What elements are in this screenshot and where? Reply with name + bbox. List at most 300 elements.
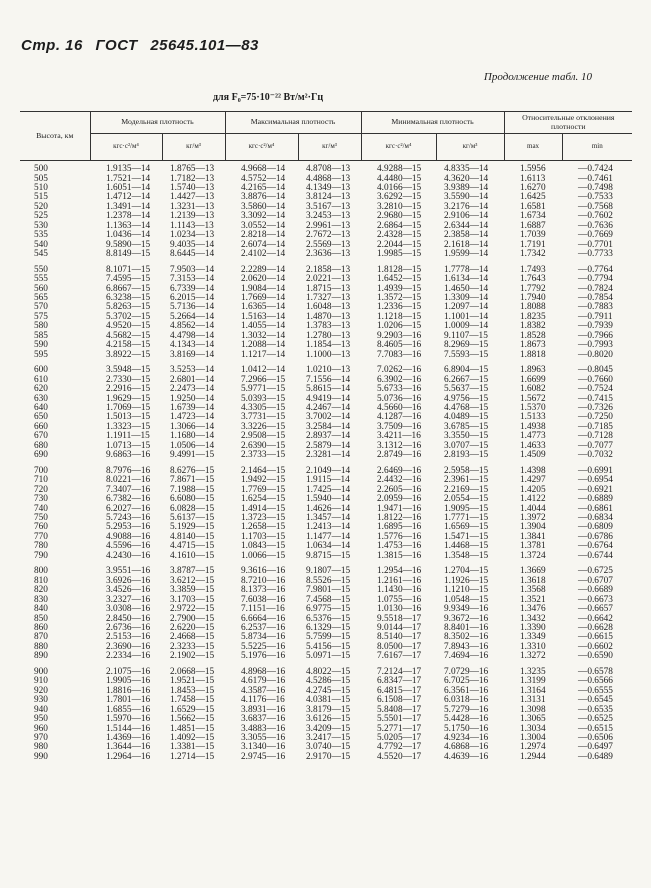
value-cell: 5.6733—16: [377, 384, 422, 395]
value-cell: 3.2810—15: [377, 201, 422, 212]
value-cell: 1.1477—14: [306, 531, 351, 542]
value-cell: —0.6834: [578, 512, 613, 523]
value-cell: 1.3381—15: [170, 742, 215, 753]
value-cell: 6.3902—16: [377, 374, 422, 385]
value-cell: 6.9775—15: [306, 604, 351, 615]
value-cell: 1.1210—15: [444, 585, 489, 596]
value-cell: 2.7672—13: [306, 230, 351, 241]
value-cell: 6.6664—16: [241, 613, 286, 624]
value-cell: 1.2139—13: [170, 211, 215, 222]
value-cell: 1.8235: [520, 311, 546, 322]
value-cell: 4.3587—16: [241, 685, 286, 696]
value-cell: 1.3572—15: [377, 293, 422, 304]
value-cell: 1.7771—15: [444, 512, 489, 523]
value-cell: 2.2605—16: [377, 484, 422, 495]
value-cell: 1.4509: [520, 450, 546, 461]
value-cell: 1.3004: [520, 732, 546, 743]
value-cell: 1.4468—15: [444, 541, 489, 552]
value-cell: 1.9629—15: [106, 393, 151, 404]
height-cell: 970: [34, 732, 48, 743]
value-cell: 1.8715—13: [306, 283, 351, 294]
value-cell: 1.9599—14: [444, 249, 489, 260]
value-cell: 5.9771—15: [241, 384, 286, 395]
value-cell: —0.6602: [578, 641, 613, 652]
value-cell: 9.6863—16: [106, 450, 151, 461]
value-cell: 6.7025—16: [444, 676, 489, 687]
value-cell: 1.0713—15: [106, 440, 151, 451]
value-cell: 1.7069—15: [106, 403, 151, 413]
value-cell: 1.6855—16: [106, 704, 151, 715]
value-cell: 1.6425: [520, 192, 546, 203]
value-cell: 8.3502—16: [444, 632, 489, 643]
value-cell: 1.3618: [520, 575, 546, 586]
gost-label: ГОСТ: [95, 37, 138, 54]
value-cell: 4.2165—14: [241, 183, 286, 194]
value-cell: 3.4883—16: [241, 723, 286, 734]
value-cell: 1.3323—15: [106, 421, 151, 432]
value-cell: 2.1464—15: [241, 465, 286, 476]
value-cell: 1.6365—14: [241, 302, 286, 313]
value-cell: 3.6785—15: [444, 421, 489, 432]
value-cell: 4.6179—16: [241, 676, 286, 687]
value-cell: 1.3644—16: [106, 742, 151, 753]
height-cell: 780: [34, 541, 48, 552]
value-cell: 7.0729—16: [444, 666, 489, 677]
height-cell: 540: [34, 239, 48, 250]
value-cell: 1.4939—15: [377, 283, 422, 294]
value-cell: —0.7883: [578, 302, 613, 313]
value-cell: 3.1703—15: [170, 594, 215, 605]
value-cell: 1.1854—13: [306, 340, 351, 351]
value-cell: 2.2044—15: [377, 239, 422, 250]
value-cell: 5.2664—14: [170, 311, 215, 322]
value-cell: 6.2027—16: [106, 503, 151, 514]
value-cell: 1.8088: [520, 302, 546, 313]
value-cell: —0.6689: [578, 585, 613, 596]
value-cell: 1.2964—16: [106, 751, 151, 762]
value-cell: 1.3724: [520, 550, 546, 561]
value-cell: 4.8022—15: [306, 666, 351, 677]
value-cell: —0.7701: [578, 239, 613, 250]
value-cell: —0.6615: [578, 632, 613, 643]
height-cell: 960: [34, 723, 48, 734]
value-cell: 1.2780—13: [306, 330, 351, 341]
value-cell: 7.1988—15: [170, 484, 215, 495]
value-cell: 1.7669—14: [241, 293, 286, 304]
value-cell: 2.8937—14: [306, 431, 351, 442]
value-cell: 1.5740—13: [170, 183, 215, 194]
value-cell: 4.4868—13: [306, 173, 351, 184]
value-cell: 4.8562—14: [170, 321, 215, 332]
value-cell: 1.5970—16: [106, 714, 151, 725]
height-cell: 840: [34, 604, 48, 615]
value-cell: 6.6080—15: [170, 494, 215, 505]
value-cell: 1.9905—16: [106, 676, 151, 687]
height-cell: 770: [34, 531, 48, 542]
value-cell: 3.5253—14: [170, 365, 215, 376]
value-cell: 3.4211—16: [377, 431, 421, 442]
value-cell: 1.6739—14: [170, 403, 215, 413]
value-cell: 1.4712—14: [106, 192, 151, 203]
value-cell: 1.7792: [520, 283, 546, 294]
value-cell: 2.4102—14: [241, 249, 286, 260]
value-cell: 2.6864—15: [377, 220, 422, 231]
value-cell: —0.7250: [578, 412, 613, 423]
value-cell: 1.4398: [520, 465, 546, 476]
value-cell: —0.6642: [578, 613, 613, 624]
value-cell: 3.5590—14: [444, 192, 489, 203]
value-cell: 3.7002—14: [306, 412, 351, 423]
value-cell: 1.6134—14: [444, 274, 489, 285]
value-cell: 4.8708—13: [306, 164, 351, 175]
height-cell: 535: [34, 230, 48, 241]
value-cell: 2.6390—15: [241, 440, 286, 451]
value-cell: 2.3858—14: [444, 230, 489, 241]
value-cell: 1.4055—14: [241, 321, 286, 332]
value-cell: 1.3669: [520, 566, 546, 577]
value-cell: 1.6699: [520, 374, 546, 385]
value-cell: 1.9135—14: [106, 164, 151, 175]
density-table: [20, 111, 632, 762]
height-cell: 525: [34, 211, 48, 222]
value-cell: 2.4432—16: [377, 475, 422, 486]
value-cell: 3.3226—15: [241, 421, 286, 432]
value-cell: 3.8787—15: [170, 566, 215, 577]
value-cell: 1.3432: [520, 613, 546, 624]
table-body: [20, 161, 632, 763]
value-cell: 1.5672: [520, 393, 546, 404]
value-cell: 3.8169—14: [170, 349, 215, 360]
value-cell: 9.0144—17: [377, 622, 422, 633]
value-cell: —0.7939: [578, 321, 613, 332]
value-cell: 5.2771—17: [377, 723, 422, 734]
value-cell: 1.2658—15: [241, 522, 286, 533]
height-cell: 910: [34, 676, 48, 687]
value-cell: —0.8020: [578, 349, 613, 360]
value-cell: 1.5940—14: [306, 494, 351, 505]
value-cell: 3.1340—16: [241, 742, 286, 753]
value-cell: 5.0205—17: [377, 732, 422, 743]
value-cell: —0.7461: [578, 173, 613, 184]
value-cell: —0.6535: [578, 704, 613, 715]
value-cell: 1.3309—14: [444, 293, 489, 304]
value-cell: 8.5526—15: [306, 575, 351, 586]
value-cell: 3.4209—15: [306, 723, 351, 734]
value-cell: 7.9503—14: [170, 264, 215, 275]
value-cell: 3.1312—16: [377, 440, 422, 451]
value-cell: —0.7524: [578, 384, 613, 395]
unit-max-kgs: кгс·с²/м⁴: [225, 134, 298, 161]
value-cell: —0.7568: [578, 201, 613, 212]
height-cell: 760: [34, 522, 48, 533]
value-cell: 1.3815—16: [377, 550, 422, 561]
value-cell: 1.7778—14: [444, 264, 489, 275]
value-cell: 3.2584—14: [306, 421, 351, 432]
value-cell: 2.1618—14: [444, 239, 489, 250]
value-cell: 3.4526—16: [106, 585, 151, 596]
value-cell: 1.3032—14: [241, 330, 286, 341]
value-cell: 3.6926—16: [106, 575, 151, 586]
height-cell: 640: [34, 403, 48, 413]
value-cell: 1.7425—14: [306, 484, 351, 495]
value-cell: 1.3310: [520, 641, 546, 652]
gost-number: 25645.101—83: [150, 37, 259, 54]
height-cell: 650: [34, 412, 48, 423]
value-cell: —0.7424: [578, 164, 613, 175]
value-cell: 1.0130—16: [377, 604, 422, 615]
unit-model-kg: кг/м³: [162, 134, 225, 161]
height-cell: 930: [34, 695, 48, 706]
value-cell: 3.0740—15: [306, 742, 351, 753]
value-cell: 1.5956: [520, 164, 546, 175]
value-cell: 3.6292—15: [377, 192, 422, 203]
value-cell: 8.6445—14: [170, 249, 215, 260]
height-cell: 730: [34, 494, 48, 505]
value-cell: 3.6212—15: [170, 575, 215, 586]
value-cell: 1.9985—15: [377, 249, 422, 260]
value-cell: 1.5776—16: [377, 531, 422, 542]
value-cell: 2.2169—15: [444, 484, 489, 495]
value-cell: 2.0221—13: [306, 274, 351, 285]
value-cell: 1.2714—15: [170, 751, 215, 762]
value-cell: 9.9349—16: [444, 604, 489, 615]
height-cell: 630: [34, 393, 48, 404]
value-cell: 1.6051—14: [106, 183, 151, 194]
value-cell: 2.5153—16: [106, 632, 151, 643]
value-cell: 1.3131: [520, 695, 546, 706]
value-cell: 1.4851—15: [170, 723, 215, 734]
value-cell: 4.5660—16: [377, 403, 422, 413]
value-cell: 4.5596—16: [106, 541, 151, 552]
value-cell: 1.1926—15: [444, 575, 489, 586]
value-cell: 1.4938: [520, 421, 546, 432]
unit-rel-max: max: [504, 134, 562, 161]
value-cell: 3.0552—14: [241, 220, 286, 231]
value-cell: 5.6137—15: [170, 512, 215, 523]
value-cell: 4.2467—14: [306, 403, 351, 413]
value-cell: 2.7330—15: [106, 374, 151, 385]
value-cell: 4.2745—15: [306, 685, 351, 696]
height-cell: 750: [34, 512, 48, 523]
table-row: [20, 753, 632, 762]
value-cell: 8.1373—16: [241, 585, 286, 596]
table-row: [20, 250, 632, 259]
value-cell: 1.3491—14: [106, 201, 151, 212]
value-cell: 1.0548—15: [444, 594, 489, 605]
value-cell: 1.4773: [520, 431, 546, 442]
value-cell: 2.2334—16: [106, 651, 151, 662]
value-cell: 3.3055—16: [241, 732, 286, 743]
value-cell: 1.5144—16: [106, 723, 151, 734]
value-cell: 7.9801—15: [306, 585, 351, 596]
height-cell: 700: [34, 465, 48, 476]
value-cell: 5.4428—16: [444, 714, 489, 725]
value-cell: 1.2097—14: [444, 302, 489, 313]
height-cell: 980: [34, 742, 48, 753]
value-cell: 2.3281—14: [306, 450, 351, 461]
value-cell: —0.7077: [578, 440, 613, 451]
value-cell: 1.6082: [520, 384, 546, 395]
value-cell: 3.8922—15: [106, 349, 151, 360]
value-cell: 1.3783—13: [306, 321, 351, 332]
value-cell: 5.8263—15: [106, 302, 151, 313]
value-cell: —0.7911: [578, 311, 613, 322]
value-cell: 1.0066—15: [241, 550, 286, 561]
value-cell: 8.2969—15: [444, 340, 489, 351]
value-cell: —0.7326: [578, 403, 613, 413]
value-cell: 2.2289—14: [241, 264, 286, 275]
value-cell: 4.7792—17: [377, 742, 422, 753]
value-cell: 4.1343—14: [170, 340, 215, 351]
table-row: [20, 161, 632, 175]
value-cell: 5.8408—17: [377, 704, 422, 715]
value-cell: 5.7279—16: [444, 704, 489, 715]
value-cell: 1.2161—16: [377, 575, 422, 586]
value-cell: 1.6113: [520, 173, 546, 184]
value-cell: 5.4156—15: [306, 641, 351, 652]
value-cell: —0.6673: [578, 594, 613, 605]
value-cell: 1.0234—13: [170, 230, 215, 241]
value-cell: 1.7327—13: [306, 293, 351, 304]
height-cell: 860: [34, 622, 48, 633]
value-cell: 1.3098: [520, 704, 546, 715]
value-cell: 4.5286—15: [306, 676, 351, 687]
value-cell: 7.2966—15: [241, 374, 286, 385]
value-cell: 4.5682—15: [106, 330, 151, 341]
value-cell: 7.3153—14: [170, 274, 215, 285]
value-cell: 1.2413—14: [306, 522, 351, 533]
height-cell: 515: [34, 192, 48, 203]
value-cell: 1.3904: [520, 522, 546, 533]
value-cell: 1.1703—15: [241, 531, 286, 542]
value-cell: 1.0506—14: [170, 440, 215, 451]
value-cell: 9.1807—15: [306, 566, 351, 577]
col-max: Максимальная плотность: [225, 112, 361, 134]
page-header: [21, 37, 267, 54]
value-cell: —0.6506: [578, 732, 613, 743]
table-row: [20, 451, 632, 460]
value-cell: 9.4035—14: [170, 239, 215, 250]
value-cell: 3.3859—15: [170, 585, 215, 596]
height-cell: 790: [34, 550, 48, 561]
value-cell: 1.3390: [520, 622, 546, 633]
value-cell: 4.2158—15: [106, 340, 151, 351]
value-cell: —0.6725: [578, 566, 613, 577]
value-cell: 3.3092—14: [241, 211, 286, 222]
value-cell: 2.7900—15: [170, 613, 215, 624]
value-cell: 2.9961—13: [306, 220, 351, 231]
value-cell: 1.6895—16: [377, 522, 422, 533]
value-cell: 5.1929—15: [170, 522, 215, 533]
value-cell: 5.1750—16: [444, 723, 489, 734]
value-cell: 1.3457—14: [306, 512, 351, 523]
value-cell: 3.2417—15: [306, 732, 351, 743]
height-cell: 620: [34, 384, 48, 395]
height-cell: 710: [34, 475, 48, 486]
value-cell: 1.3235: [520, 666, 546, 677]
value-cell: 1.6581: [520, 201, 546, 212]
col-model: Модельная плотность: [90, 112, 225, 134]
value-cell: 4.9520—15: [106, 321, 151, 332]
value-cell: 1.9250—14: [170, 393, 215, 404]
page-number: Стр. 16: [21, 37, 83, 54]
height-cell: 500: [34, 164, 48, 175]
value-cell: —0.7966: [578, 330, 613, 341]
value-cell: 1.3164: [520, 685, 546, 696]
value-cell: 1.7940: [520, 293, 546, 304]
value-cell: 1.7769—15: [241, 484, 286, 495]
value-cell: 5.5225—16: [241, 641, 286, 652]
value-cell: 3.6126—15: [306, 714, 351, 725]
value-cell: —0.6545: [578, 695, 613, 706]
value-cell: 1.7493: [520, 264, 546, 275]
value-cell: 1.3548—15: [444, 550, 489, 561]
value-cell: —0.6809: [578, 522, 613, 533]
value-cell: 4.9668—14: [241, 164, 286, 175]
value-cell: —0.6744: [578, 550, 613, 561]
value-cell: 2.6801—14: [170, 374, 215, 385]
value-cell: 5.0736—16: [377, 393, 422, 404]
height-cell: 740: [34, 503, 48, 514]
height-cell: 610: [34, 374, 48, 385]
value-cell: 3.9551—16: [106, 566, 151, 577]
value-cell: 4.0489—15: [444, 412, 489, 423]
value-cell: 3.8931—16: [241, 704, 286, 715]
height-cell: 595: [34, 349, 48, 360]
value-cell: 7.6167—17: [377, 651, 422, 662]
value-cell: 2.5879—14: [306, 440, 351, 451]
table-condition: для F₀=75·10⁻²² Вт/м²·Гц: [213, 92, 324, 103]
value-cell: 2.1858—13: [306, 264, 351, 275]
value-cell: 1.7801—16: [106, 695, 151, 706]
height-cell: 545: [34, 249, 48, 260]
value-cell: 1.7039: [520, 230, 546, 241]
value-cell: —0.7993: [578, 340, 613, 351]
height-cell: 510: [34, 183, 48, 194]
value-cell: 2.6469—16: [377, 465, 422, 476]
height-cell: 680: [34, 440, 48, 451]
value-cell: 3.0308—16: [106, 604, 151, 615]
value-cell: 4.8140—15: [170, 531, 215, 542]
value-cell: 7.7083—16: [377, 349, 422, 360]
value-cell: 2.1049—14: [306, 465, 351, 476]
value-cell: 3.3550—15: [444, 431, 489, 442]
value-cell: —0.7185: [578, 421, 613, 432]
value-cell: 8.4605—16: [377, 340, 422, 351]
value-cell: 1.3231—13: [170, 201, 215, 212]
value-cell: 6.1329—15: [306, 622, 351, 633]
value-cell: 2.0959—16: [377, 494, 422, 505]
height-cell: 565: [34, 293, 48, 304]
value-cell: 1.4633: [520, 440, 546, 451]
value-cell: 2.6220—15: [170, 622, 215, 633]
value-cell: 4.8968—16: [241, 666, 286, 677]
value-cell: 2.4668—15: [170, 632, 215, 643]
value-cell: 2.8218—14: [241, 230, 286, 241]
height-cell: 830: [34, 594, 48, 605]
value-cell: 2.9722—15: [170, 604, 215, 615]
height-cell: 600: [34, 365, 48, 376]
value-cell: 1.6734: [520, 211, 546, 222]
value-cell: 1.0755—16: [377, 594, 422, 605]
value-cell: 4.8335—14: [444, 164, 489, 175]
height-cell: 870: [34, 632, 48, 643]
value-cell: 1.3972: [520, 512, 546, 523]
value-cell: 1.5133: [520, 412, 546, 423]
value-cell: 1.8765—13: [170, 164, 215, 175]
value-cell: 5.0971—15: [306, 651, 351, 662]
value-cell: 1.3841: [520, 531, 546, 542]
